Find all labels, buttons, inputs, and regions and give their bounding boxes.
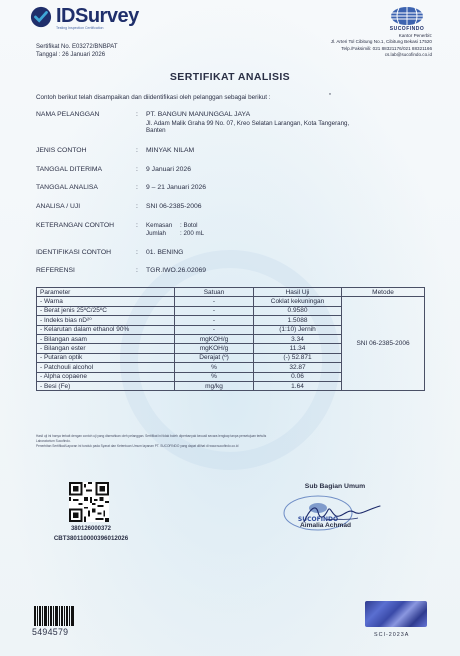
header-unit: Satuan — [175, 288, 254, 297]
info-colon: : — [136, 222, 138, 229]
info-value: 9 – 21 Januari 2026 — [146, 184, 207, 191]
info-value: MINYAK NILAM — [146, 147, 195, 154]
header-method: Metode — [342, 288, 425, 297]
info-colon: : — [136, 203, 138, 210]
cell-result: 0.06 — [254, 372, 342, 381]
footnote-line: Penerbitan Sertifikat/Laporan ini tunduk pada Syarat dan Ketentuan Umum layanan PT. SUCOFINDO yang dapat dilihat di www.sucofindo.co.id — [36, 444, 239, 448]
cell-result: 11.34 — [254, 344, 342, 353]
info-value: TGR.IWO.26.02069 — [146, 267, 207, 274]
pack-label: Kemasan — [146, 222, 173, 229]
cell-method: SNI 06-2385-2006 — [342, 297, 425, 391]
info-label: TANGGAL DITERIMA — [36, 166, 103, 173]
sucofindo-wordmark: SUCOFINDO — [389, 26, 425, 32]
idsurvey-logo — [30, 5, 139, 28]
document-title: SERTIFIKAT ANALISIS — [169, 71, 291, 83]
cell-unit: - — [175, 316, 254, 325]
qr-code-ref: CBT380110000396012026 — [53, 535, 129, 542]
cell-unit: mgKOH/g — [175, 344, 254, 353]
serial-number: SCI-2023A — [374, 632, 410, 638]
info-label: TANGGAL ANALISA — [36, 184, 98, 191]
footnote-line: Laboratorium Sucofindo. — [36, 439, 71, 443]
info-value: SNI 06-2385-2006 — [146, 203, 202, 210]
info-colon: : — [136, 166, 138, 173]
info-colon: : — [136, 249, 138, 256]
cell-unit: - — [175, 325, 254, 334]
intro-text: Contoh berikut telah disampaikan dan diidentifikasi oleh pelanggan sebagai berikut : — [36, 94, 271, 101]
cell-result: (1:10) Jernih — [254, 325, 342, 334]
info-colon: : — [136, 147, 138, 154]
cell-result: (-) 52.871 — [254, 353, 342, 362]
footnote-line: Hasil uji ini hanya terkait dengan contoh uji yang diserahkan oleh pelanggan. Sertifikat ini tidak boleh diperbanyak kecuali secara lengkap tanpa persetujuan tertulis — [36, 434, 267, 438]
cell-parameter: - Besi (Fe) — [37, 381, 175, 390]
pack-row — [146, 222, 446, 230]
qr-code-number: 380126000372 — [70, 526, 112, 532]
info-colon: : — [136, 111, 138, 118]
office-line: cs.lab@sucofindo.co.id — [384, 52, 432, 58]
signatory-name: Aimalia Achmad — [300, 522, 352, 529]
info-colon: : — [136, 267, 138, 274]
table-header-row — [37, 288, 425, 297]
cell-unit: % — [175, 363, 254, 372]
qr-code — [69, 482, 109, 522]
cell-result: 1.5088 — [254, 316, 342, 325]
customer-address: Banten — [146, 127, 166, 135]
cell-parameter: - Kelarutan dalam ethanol 90% — [37, 325, 175, 334]
table-row — [37, 297, 425, 306]
customer-name: PT. BANGUN MANUNGGAL JAYA — [146, 111, 251, 118]
results-table — [36, 287, 425, 391]
cell-parameter: - Berat jenis 25ºC/25ºC — [37, 306, 175, 315]
cell-unit: - — [175, 306, 254, 315]
cell-parameter: - Warna — [37, 297, 175, 306]
qty-value: : 200 mL — [180, 229, 205, 237]
barcode-number: 5494579 — [32, 627, 69, 637]
hologram-seal — [365, 601, 427, 627]
cell-result: 1.64 — [254, 381, 342, 390]
info-label: REFERENSI — [36, 267, 75, 274]
info-label: KETERANGAN CONTOH — [36, 222, 115, 229]
cell-parameter: - Bilangan asam — [37, 334, 175, 343]
cell-result: 0.9580 — [254, 306, 342, 315]
certificate-number: Sertifikat No. E03272/BNBPAT — [36, 44, 118, 50]
cell-result: 32.87 — [254, 363, 342, 372]
cell-parameter: - Bilangan ester — [37, 344, 175, 353]
brand-tagline: Testing Inspection Certification — [56, 26, 104, 30]
cell-parameter: - Patchouli alcohol — [37, 363, 175, 372]
cell-unit: mg/kg — [175, 381, 254, 390]
info-value: 9 Januari 2026 — [146, 166, 191, 173]
certificate-meta — [36, 43, 117, 59]
info-label: ANALISA / UJI — [36, 203, 81, 210]
sample-desc-details — [146, 222, 446, 237]
info-colon: : — [136, 184, 138, 191]
pack-value: : Botol — [180, 222, 198, 229]
cell-result: Coklat kekuningan — [254, 297, 342, 306]
idsurvey-logo-icon — [30, 6, 52, 28]
certificate-date: Tanggal : 26 Januari 2026 — [36, 52, 106, 58]
cell-unit: % — [175, 372, 254, 381]
qty-label: Jumlah — [146, 229, 166, 237]
cell-unit: mgKOH/g — [175, 334, 254, 343]
stamp-text: SUCOFINDO — [297, 516, 339, 523]
cell-parameter: - Alpha copaene — [37, 372, 175, 381]
header-parameter: Parameter — [37, 288, 175, 297]
info-value: 01. BENING — [146, 249, 184, 256]
customer-address: Jl. Adam Malik Graha 99 No. 07, Kreo Selatan Larangan, Kota Tangerang, — [146, 119, 350, 127]
sucofindo-logo — [382, 6, 432, 32]
issuing-office — [331, 33, 432, 59]
cell-result: 3.34 — [254, 334, 342, 343]
office-line: Kantor Penerbit: — [398, 33, 432, 38]
info-label: JENIS CONTOH — [36, 147, 87, 154]
info-label: NAMA PELANGGAN — [36, 111, 100, 118]
qty-row — [146, 230, 446, 238]
cell-parameter: - Indeks bias nD²⁰ — [37, 316, 175, 325]
signatory-title: Sub Bagian Umum — [304, 483, 366, 490]
cell-unit: Derajat (º) — [175, 353, 254, 362]
globe-icon — [389, 6, 425, 26]
footnote — [36, 434, 426, 449]
brand-name: IDSurvey — [56, 5, 139, 27]
office-line: Jl. Arteri Tol Cibitung No.1, Cibitung Bekasi 17520 — [330, 39, 432, 45]
info-label: IDENTIFIKASI CONTOH — [36, 249, 112, 256]
barcode — [34, 606, 74, 626]
header-result: Hasil Uji — [254, 288, 342, 297]
cell-unit: - — [175, 297, 254, 306]
office-line: Telp./Faksimili: 021 88321176/021 88321166 — [341, 45, 432, 51]
cell-parameter: - Putaran optik — [37, 353, 175, 362]
intro-mark: * — [329, 93, 331, 99]
customer-details — [146, 111, 446, 135]
